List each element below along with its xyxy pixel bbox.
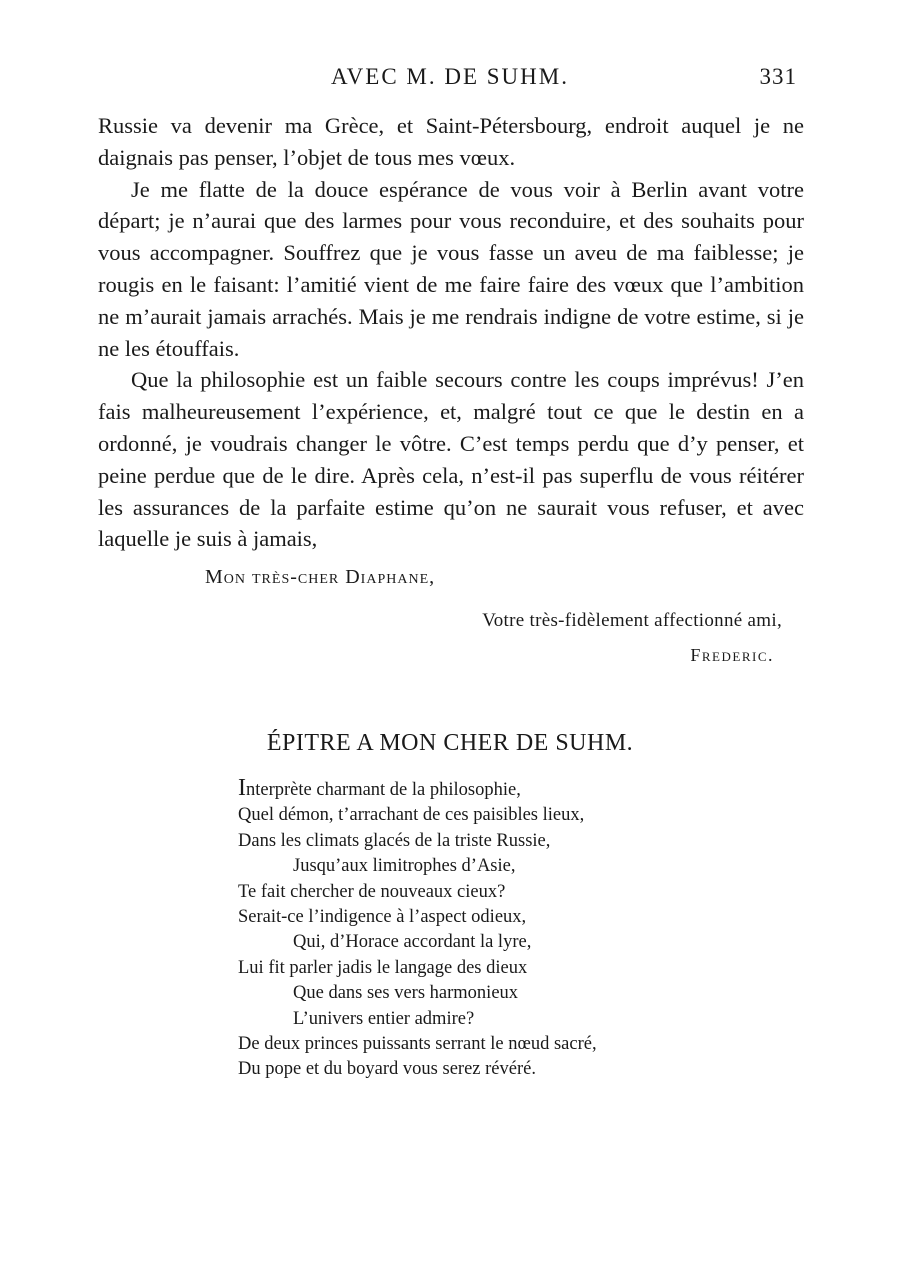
letter-signature: Frederic. (690, 645, 774, 665)
poem-line: Dans les climats glacés de la triste Russie, (238, 830, 551, 851)
poem-body (238, 776, 758, 1083)
poem-line: L’univers entier admire? (293, 1008, 475, 1029)
running-head (0, 64, 900, 94)
poem-line: Interprète charmant de la philosophie, (238, 775, 521, 801)
letter-paragraph: Russie va devenir ma Grèce, et Saint-Pétersbourg, endroit auquel je ne daignais pas penser, l’objet de tous mes vœux. (98, 113, 804, 170)
poem-line: Te fait chercher de nouveaux cieux? (238, 881, 506, 902)
letter-paragraph: Que la philosophie est un faible secours contre les coups imprévus! J’en fais malheureusement l’expérience, et, malgré tout ce que le destin en a ordonné, je voudrais changer le vôtre. C’est temps perdu que d’y penser, et peine perdue que de le dire. Après cela, n’est-il pas superflu de vous réitérer les assurances de la parfaite estime qu’on ne saurait vous refuser, et avec laquelle je suis à jamais, (98, 367, 804, 552)
poem-title: ÉPITRE A MON CHER DE SUHM. (266, 730, 634, 756)
running-title: AVEC M. DE SUHM. (331, 64, 569, 89)
poem-line: Jusqu’aux limitrophes d’Asie, (293, 856, 516, 877)
poem-line: Qui, d’Horace accordant la lyre, (293, 932, 532, 953)
poem-line: Que dans ses vers harmonieux (293, 983, 519, 1004)
letter-body (98, 110, 804, 555)
page-number: 331 (759, 64, 797, 89)
letter-paragraph: Je me flatte de la douce espérance de vous voir à Berlin avant votre départ; je n’aurai que des larmes pour vous reconduire, et des souhaits pour vous accompagner. Souffrez que je vous fasse un aveu de ma faiblesse; je rougis en le faisant: l’amitié vient de me faire faire des vœux que l’ambition ne m’aurait jamais arrachés. Mais je me rendrais indigne de votre estime, si je ne les étouffais. (98, 176, 804, 361)
letter-salutation: Mon très-cher Diaphane, (205, 566, 436, 588)
poem-line: Serait-ce l’indigence à l’aspect odieux, (238, 907, 527, 928)
letter-closing: Votre très-fidèlement affectionné ami, (482, 610, 782, 631)
poem-line: Quel démon, t’arrachant de ces paisibles lieux, (238, 805, 585, 826)
poem-line: De deux princes puissants serrant le nœud sacré, (238, 1034, 597, 1055)
poem-line: Lui fit parler jadis le langage des dieux (238, 957, 528, 978)
poem-line: Du pope et du boyard vous serez révéré. (238, 1059, 536, 1080)
